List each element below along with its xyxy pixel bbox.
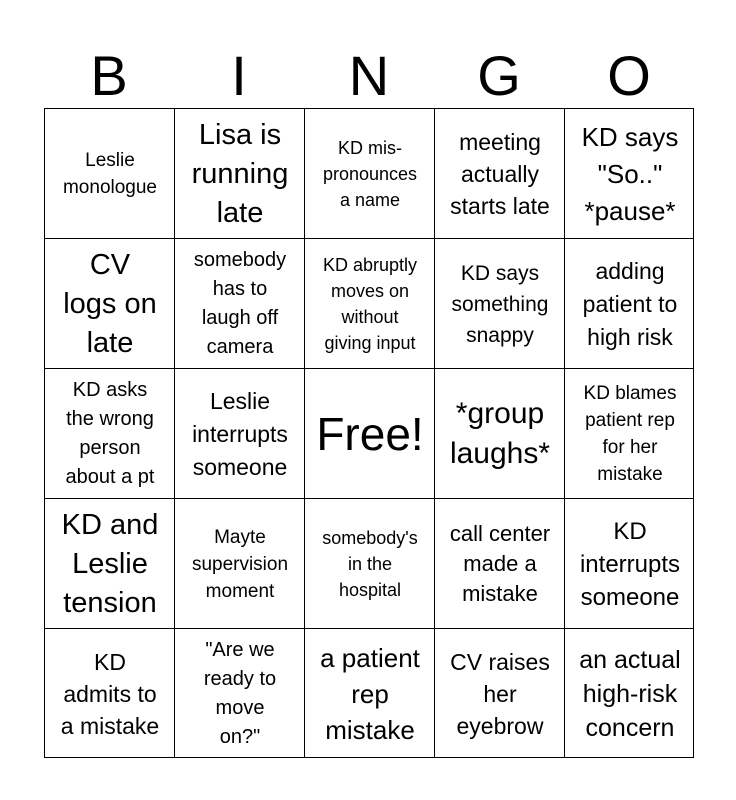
bingo-cell[interactable] <box>435 499 565 629</box>
cell-text: adding patient to high risk <box>582 257 678 350</box>
bingo-cell[interactable] <box>175 499 305 629</box>
cell-text: KD interrupts someone <box>579 517 681 611</box>
bingo-cell-free[interactable] <box>305 369 435 499</box>
cell-text: Leslie monologue <box>62 150 158 198</box>
bingo-cell[interactable] <box>175 369 305 499</box>
header-letter-g: G <box>477 44 521 107</box>
cell-text: somebody has to laugh off camera <box>193 249 287 358</box>
cell-text: KD asks the wrong person about a pt <box>65 379 155 488</box>
cell-text: meeting actually starts late <box>450 129 550 219</box>
bingo-cell[interactable] <box>435 369 565 499</box>
bingo-cell[interactable] <box>45 109 175 239</box>
bingo-cell[interactable] <box>45 369 175 499</box>
header-letter-o: O <box>607 44 651 107</box>
cell-text: KD and Leslie tension <box>61 508 159 619</box>
bingo-cell[interactable] <box>565 629 695 759</box>
bingo-cell[interactable] <box>45 499 175 629</box>
cell-text: CV logs on late <box>63 248 157 359</box>
bingo-cell[interactable] <box>565 369 695 499</box>
header-letter-b: B <box>90 44 128 107</box>
bingo-cell[interactable] <box>565 499 695 629</box>
header-letter-n: N <box>348 44 390 107</box>
bingo-cell[interactable] <box>435 239 565 369</box>
cell-text: KD blames patient rep for her mistake <box>583 383 677 485</box>
bingo-cell[interactable] <box>305 499 435 629</box>
cell-text: Leslie interrupts someone <box>192 387 288 480</box>
cell-text: somebody's in the hospital <box>322 528 418 600</box>
cell-text: KD mis- pronounces a name <box>322 138 418 210</box>
cell-text: CV raises her eyebrow <box>450 649 550 739</box>
bingo-cell[interactable] <box>45 239 175 369</box>
header-letter-i: I <box>231 44 247 107</box>
bingo-cell[interactable] <box>565 239 695 369</box>
cell-text: a patient rep mistake <box>320 643 420 745</box>
cell-text: KD says something snappy <box>451 261 549 347</box>
bingo-header <box>44 46 694 106</box>
cell-text: call center made a mistake <box>449 521 551 606</box>
bingo-cell[interactable] <box>435 109 565 239</box>
cell-text: KD abruptly moves on without giving input <box>322 255 418 353</box>
bingo-cell[interactable] <box>175 239 305 369</box>
cell-text: KD says "So.." *pause* <box>581 121 679 226</box>
cell-text: *group laughs* <box>449 397 551 470</box>
bingo-cell[interactable] <box>305 239 435 369</box>
free-space-text: Free! <box>316 408 424 460</box>
cell-text: an actual high-risk concern <box>579 646 681 742</box>
bingo-cell[interactable] <box>45 629 175 759</box>
bingo-cell[interactable] <box>175 629 305 759</box>
bingo-cell[interactable] <box>305 629 435 759</box>
cell-text: "Are we ready to move on?" <box>203 639 277 748</box>
bingo-board <box>44 108 694 758</box>
bingo-cell[interactable] <box>565 109 695 239</box>
bingo-cell[interactable] <box>305 109 435 239</box>
cell-text: Mayte supervision moment <box>191 526 289 602</box>
cell-text: KD admits to a mistake <box>60 649 160 739</box>
cell-text: Lisa is running late <box>191 118 289 229</box>
bingo-cell[interactable] <box>175 109 305 239</box>
bingo-cell[interactable] <box>435 629 565 759</box>
